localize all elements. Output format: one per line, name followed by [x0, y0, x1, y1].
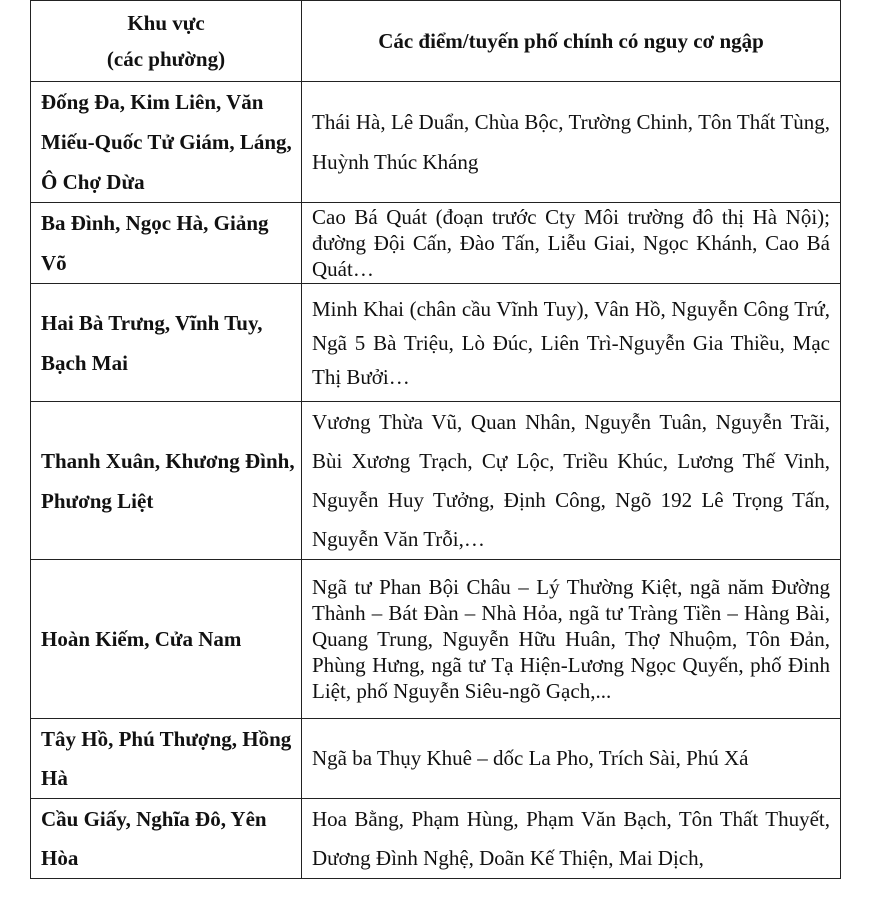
- area-cell: Cầu Giấy, Nghĩa Đô, Yên Hòa: [31, 799, 302, 879]
- header-area-line2: (các phường): [106, 47, 226, 71]
- table-row: [31, 560, 841, 719]
- area-cell: Hoàn Kiếm, Cửa Nam: [31, 560, 302, 719]
- area-cell: Thanh Xuân, Khương Đình, Phương Liệt: [31, 402, 302, 560]
- streets-cell: Hoa Bằng, Phạm Hùng, Phạm Văn Bạch, Tôn Thất Thuyết, Dương Đình Nghệ, Doãn Kế Thiện, Mai Dịch,: [302, 799, 841, 879]
- streets-cell: Thái Hà, Lê Duẩn, Chùa Bộc, Trường Chinh, Tôn Thất Tùng, Huỳnh Thúc Kháng: [302, 82, 841, 203]
- header-streets: Các điểm/tuyến phố chính có nguy cơ ngập: [302, 1, 841, 82]
- table-row: [31, 402, 841, 560]
- area-cell: Đống Đa, Kim Liên, Văn Miếu-Quốc Tử Giám, Láng, Ô Chợ Dừa: [31, 82, 302, 203]
- header-area-line1: Khu vực: [127, 11, 205, 35]
- streets-cell: Minh Khai (chân cầu Vĩnh Tuy), Vân Hồ, Nguyễn Công Trứ, Ngã 5 Bà Triệu, Lò Đúc, Liên Trì-Nguyễn Gia Thiều, Mạc Thị Bưởi…: [302, 284, 841, 402]
- header-area: [31, 1, 302, 82]
- streets-cell: Ngã ba Thụy Khuê – dốc La Pho, Trích Sài, Phú Xá: [302, 719, 841, 799]
- table-row: [31, 203, 841, 284]
- area-cell: Ba Đình, Ngọc Hà, Giảng Võ: [31, 203, 302, 284]
- table-header-row: [31, 1, 841, 82]
- table-row: [31, 719, 841, 799]
- area-cell: Tây Hồ, Phú Thượng, Hồng Hà: [31, 719, 302, 799]
- area-cell: Hai Bà Trưng, Vĩnh Tuy, Bạch Mai: [31, 284, 302, 402]
- streets-cell: Cao Bá Quát (đoạn trước Cty Môi trường đô thị Hà Nội); đường Đội Cấn, Đào Tấn, Liễu Giai, Ngọc Khánh, Cao Bá Quát…: [302, 203, 841, 284]
- table-row: [31, 284, 841, 402]
- streets-cell: Ngã tư Phan Bội Châu – Lý Thường Kiệt, ngã năm Đường Thành – Bát Đàn – Nhà Hỏa, ngã tư Tràng Tiền – Hàng Bài, Quang Trung, Nguyễn Hữu Huân, Thợ Nhuộm, Tôn Đản, Phùng Hưng, ngã tư Tạ Hiện-Lương Ngọc Quyến, phố Đinh Liệt, phố Nguyễn Siêu-ngõ Gạch,...: [302, 560, 841, 719]
- flood-risk-table: [30, 0, 841, 879]
- table-row: [31, 799, 841, 879]
- streets-cell: Vương Thừa Vũ, Quan Nhân, Nguyễn Tuân, Nguyễn Trãi, Bùi Xương Trạch, Cự Lộc, Triều Khúc, Lương Thế Vinh, Nguyễn Huy Tưởng, Định Công, Ngõ 192 Lê Trọng Tấn, Nguyễn Văn Trỗi,…: [302, 402, 841, 560]
- table-row: [31, 82, 841, 203]
